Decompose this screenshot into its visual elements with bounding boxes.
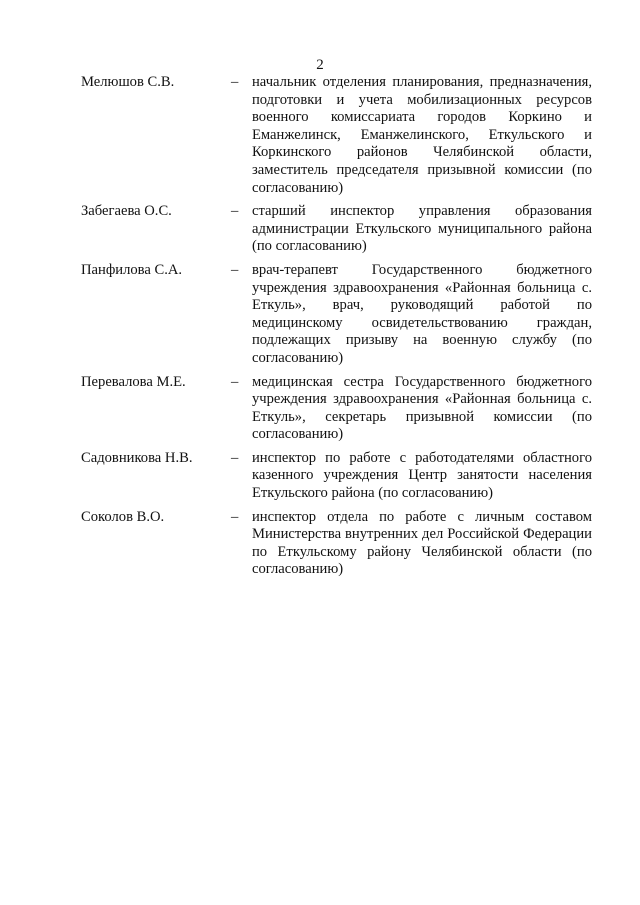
page-number: 2 (316, 57, 324, 73)
member-description: начальник отделения планирования, предназначения, подготовки и учета мобилизационных ресурсов военного комиссариата городов Коркино и Еманжелинск, Еманжелинского, Еткульского и Коркинского районов Челябинской области, заместитель председателя призывной комиссии (по согласованию) (252, 74, 592, 196)
commission-member-list (0, 74, 640, 585)
member-description: инспектор по работе с работодателями областного казенного учреждения Центр занятости населения Еткульского района (по согласованию) (252, 449, 592, 502)
member-row (0, 374, 640, 444)
member-row (0, 262, 640, 368)
member-description: инспектор отдела по работе с личным составом Министерства внутренних дел Российской Федерации по Еткульскому району Челябинской области (по согласованию) (252, 508, 592, 578)
member-description: врач-терапевт Государственного бюджетного учреждения здравоохранения «Районная больница с. Еткуль», врач, руководящий работой по медицинскому освидетельствованию граждан, подлежащих призыву на военную службу (по согласованию) (252, 261, 592, 366)
member-description: старший инспектор управления образования администрации Еткульского муниципального района (по согласованию) (252, 203, 592, 255)
member-name: Забегаева О.С. (81, 203, 172, 220)
member-dash: – (231, 203, 239, 220)
member-dash: – (231, 508, 239, 525)
member-row (0, 74, 640, 197)
member-name: Садовникова Н.В. (81, 449, 193, 466)
member-row (0, 450, 640, 503)
member-dash: – (231, 261, 239, 278)
member-row (0, 509, 640, 579)
member-row (0, 203, 640, 256)
member-name: Соколов В.О. (81, 508, 165, 525)
member-name: Перевалова М.Е. (81, 373, 186, 390)
member-dash: – (231, 449, 239, 466)
member-name: Мелюшов С.В. (81, 74, 175, 90)
member-dash: – (231, 373, 239, 390)
member-description: медицинская сестра Государственного бюджетного учреждения здравоохранения «Районная больница с. Еткуль», секретарь призывной комиссии (по согласованию) (252, 373, 592, 443)
member-name: Панфилова С.А. (81, 261, 183, 278)
member-dash: – (231, 74, 239, 90)
